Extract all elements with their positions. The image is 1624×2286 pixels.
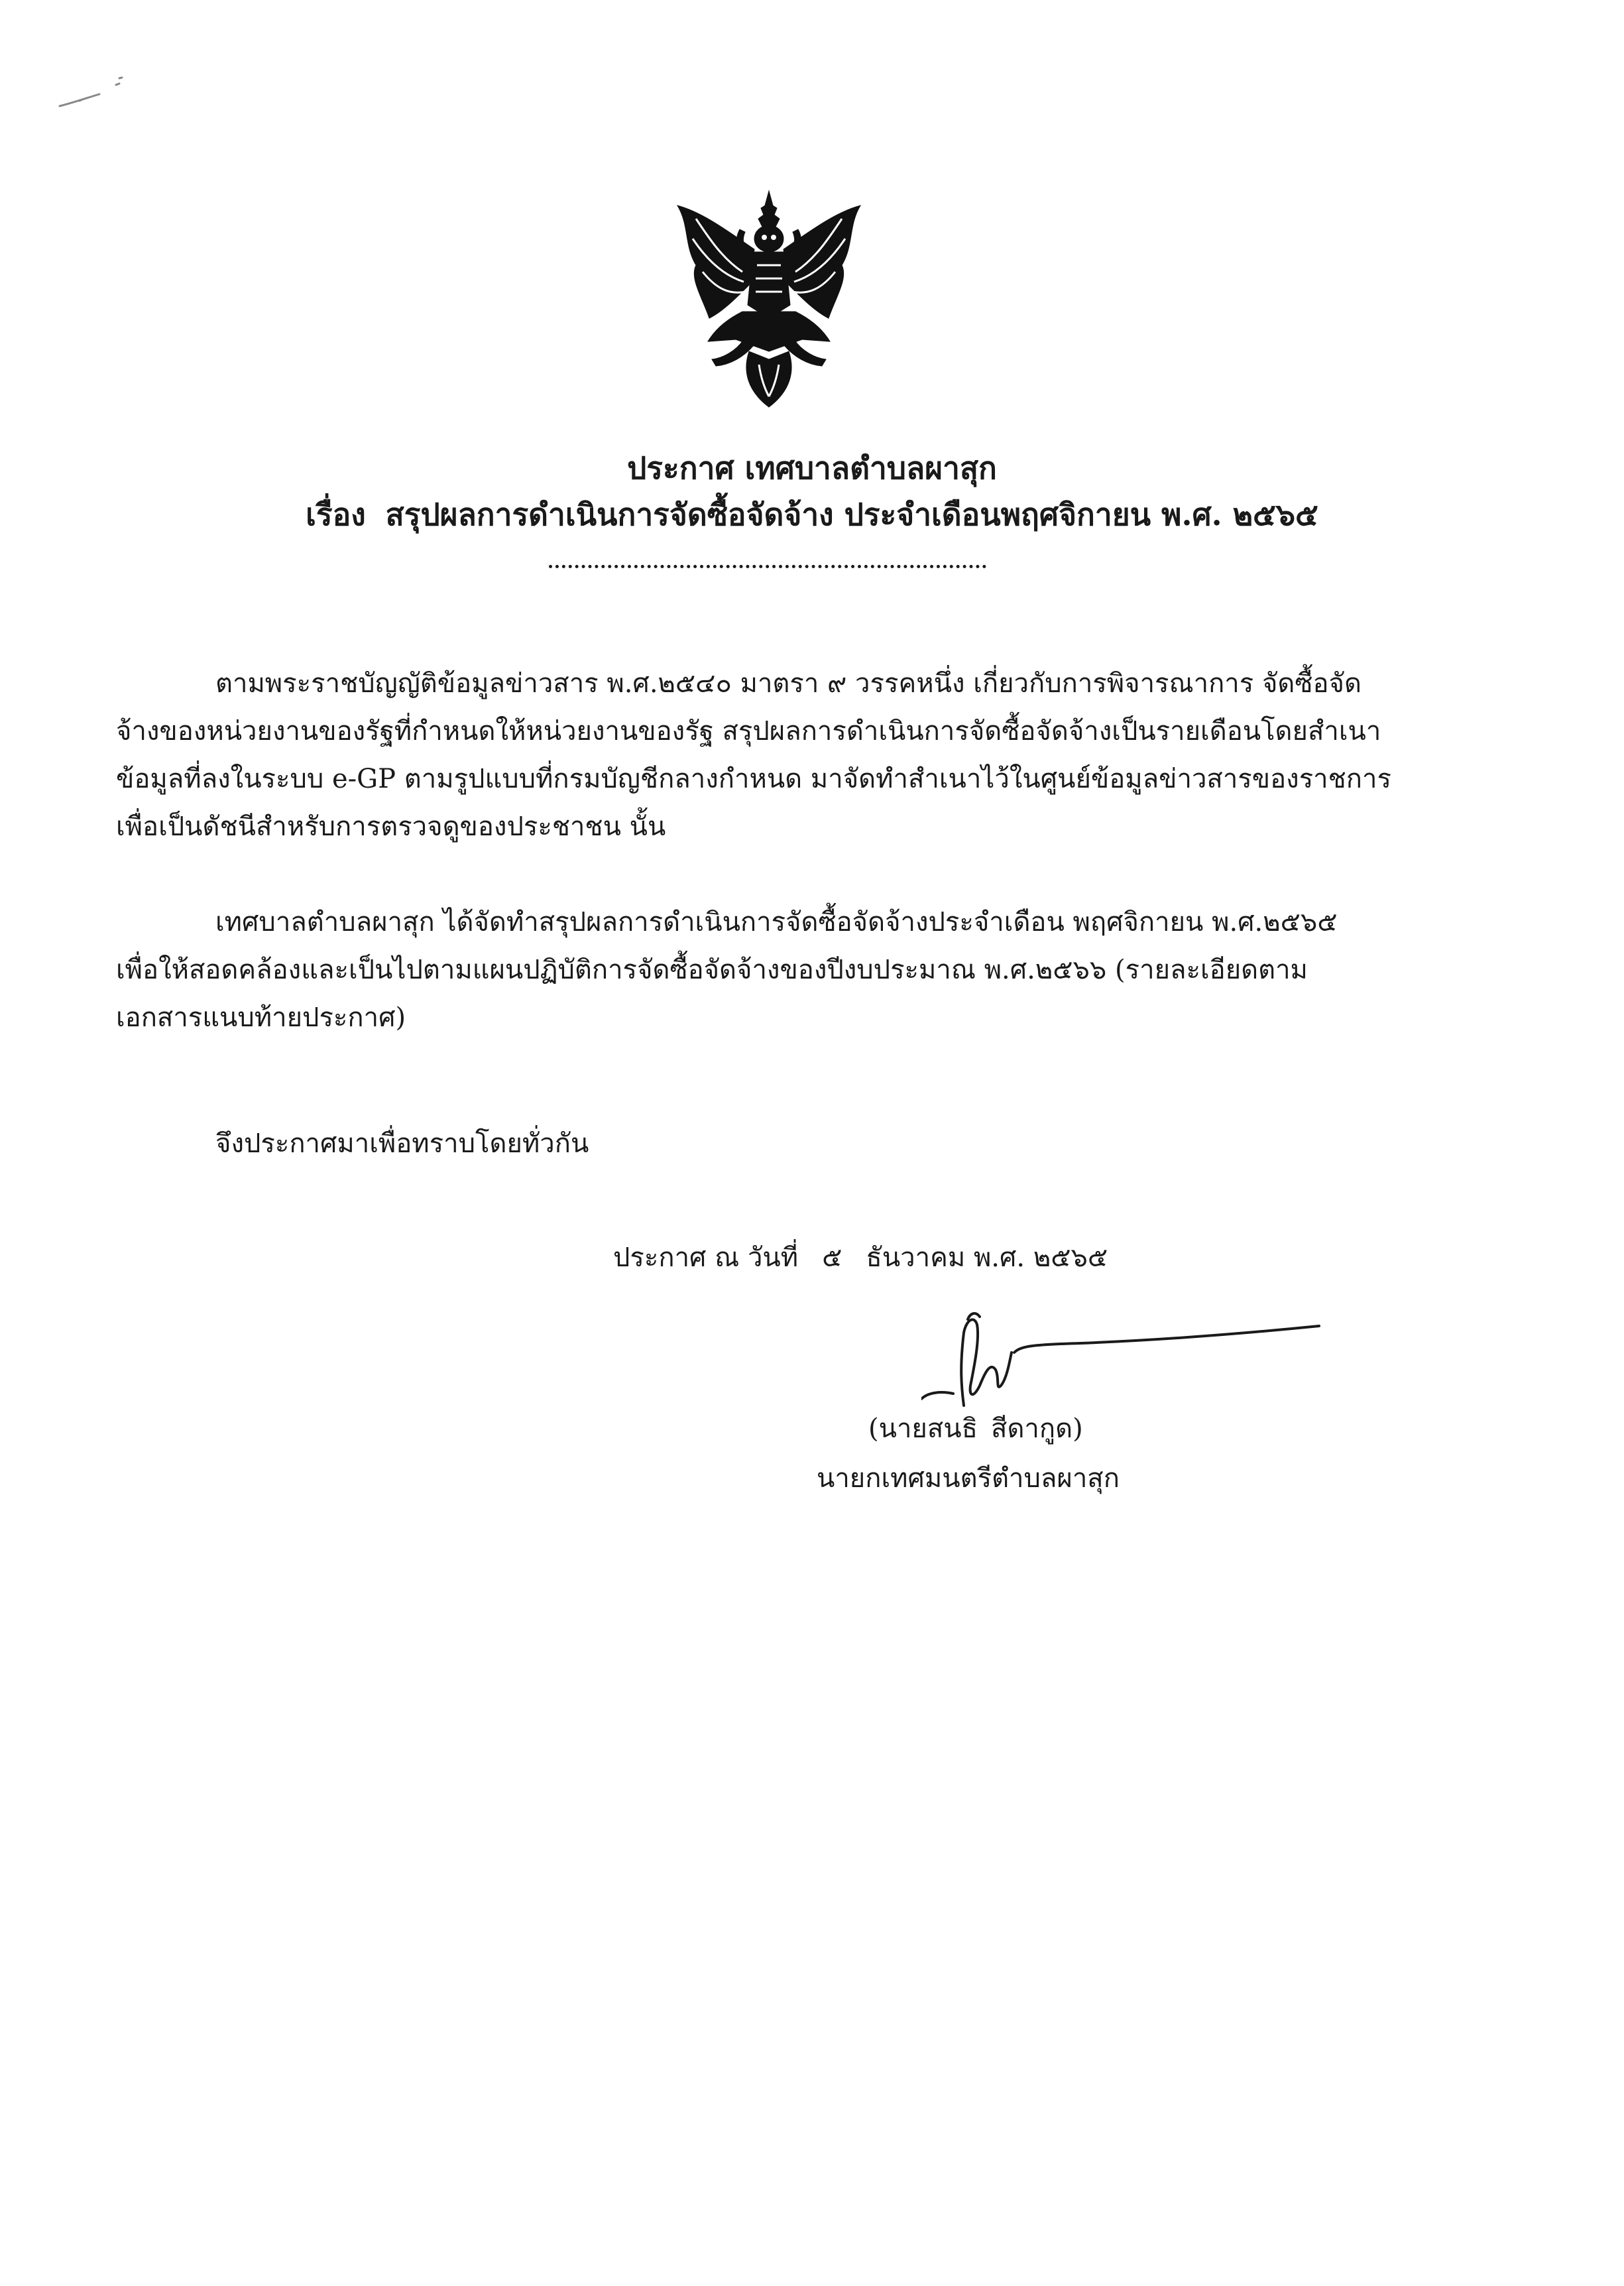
paragraph-line: เพื่อเป็นดัชนีสำหรับการตรวจดูของประชาชน นั้น <box>116 812 666 842</box>
signer-title: นายกเทศมนตรีตำบลผาสุก <box>817 1463 1120 1494</box>
announcement-subject <box>0 495 1624 534</box>
date-day: ๕ <box>822 1242 842 1273</box>
signer-name <box>868 1409 1083 1449</box>
handwritten-signature <box>921 1306 1332 1419</box>
scan-mark-icon <box>53 66 139 119</box>
body-paragraph-2 <box>116 898 1415 1042</box>
date-prefix: ประกาศ ณ วันที่ <box>613 1242 799 1273</box>
signer-name-first: (นายสนธิ <box>868 1414 978 1444</box>
heading-divider <box>549 565 986 568</box>
subject-text: สรุปผลการดำเนินการจัดซื้อจัดจ้าง ประจำเดือนพฤศจิกายน พ.ศ. ๒๕๖๕ <box>385 497 1318 532</box>
announcement-title: ประกาศ เทศบาลตำบลผาสุก <box>627 450 997 486</box>
body-paragraph-1 <box>116 660 1415 851</box>
paragraph-line: ตามพระราชบัญญัติข้อมูลข่าวสาร พ.ศ.๒๕๔๐ มาตรา ๙ วรรคหนึ่ง เกี่ยวกับการพิจารณาการ จัดซื้อจัด <box>215 668 1362 699</box>
subject-label: เรื่อง <box>306 497 366 532</box>
paragraph-line: ข้อมูลที่ลงในระบบ e-GP ตามรูปแบบที่กรมบัญชีกลางกำหนด มาจัดทำสำเนาไว้ในศูนย์ข้อมูลข่าวสารของราชการ <box>116 764 1391 794</box>
garuda-emblem-icon <box>669 186 868 411</box>
signer-name-last: สีดากูด) <box>991 1414 1083 1444</box>
paragraph-line: เอกสารแนบท้ายประกาศ) <box>116 1002 406 1033</box>
announcement-date <box>613 1238 1108 1278</box>
date-month-year: ธันวาคม พ.ศ. ๒๕๖๕ <box>866 1242 1108 1273</box>
closing-statement: จึงประกาศมาเพื่อทราบโดยทั่วกัน <box>215 1128 589 1159</box>
paragraph-line: เพื่อให้สอดคล้องและเป็นไปตามแผนปฏิบัติการจัดซื้อจัดจ้างของปีงบประมาณ พ.ศ.๒๕๖๖ (รายละเอียดตาม <box>116 955 1308 985</box>
paragraph-line: จ้างของหน่วยงานของรัฐที่กำหนดให้หน่วยงานของรัฐ สรุปผลการดำเนินการจัดซื้อจัดจ้างเป็นรายเดือนโดยสำเนา <box>116 716 1381 747</box>
paragraph-line: เทศบาลตำบลผาสุก ได้จัดทำสรุปผลการดำเนินการจัดซื้อจัดจ้างประจำเดือน พฤศจิกายน พ.ศ.๒๕๖๕ <box>215 907 1338 937</box>
